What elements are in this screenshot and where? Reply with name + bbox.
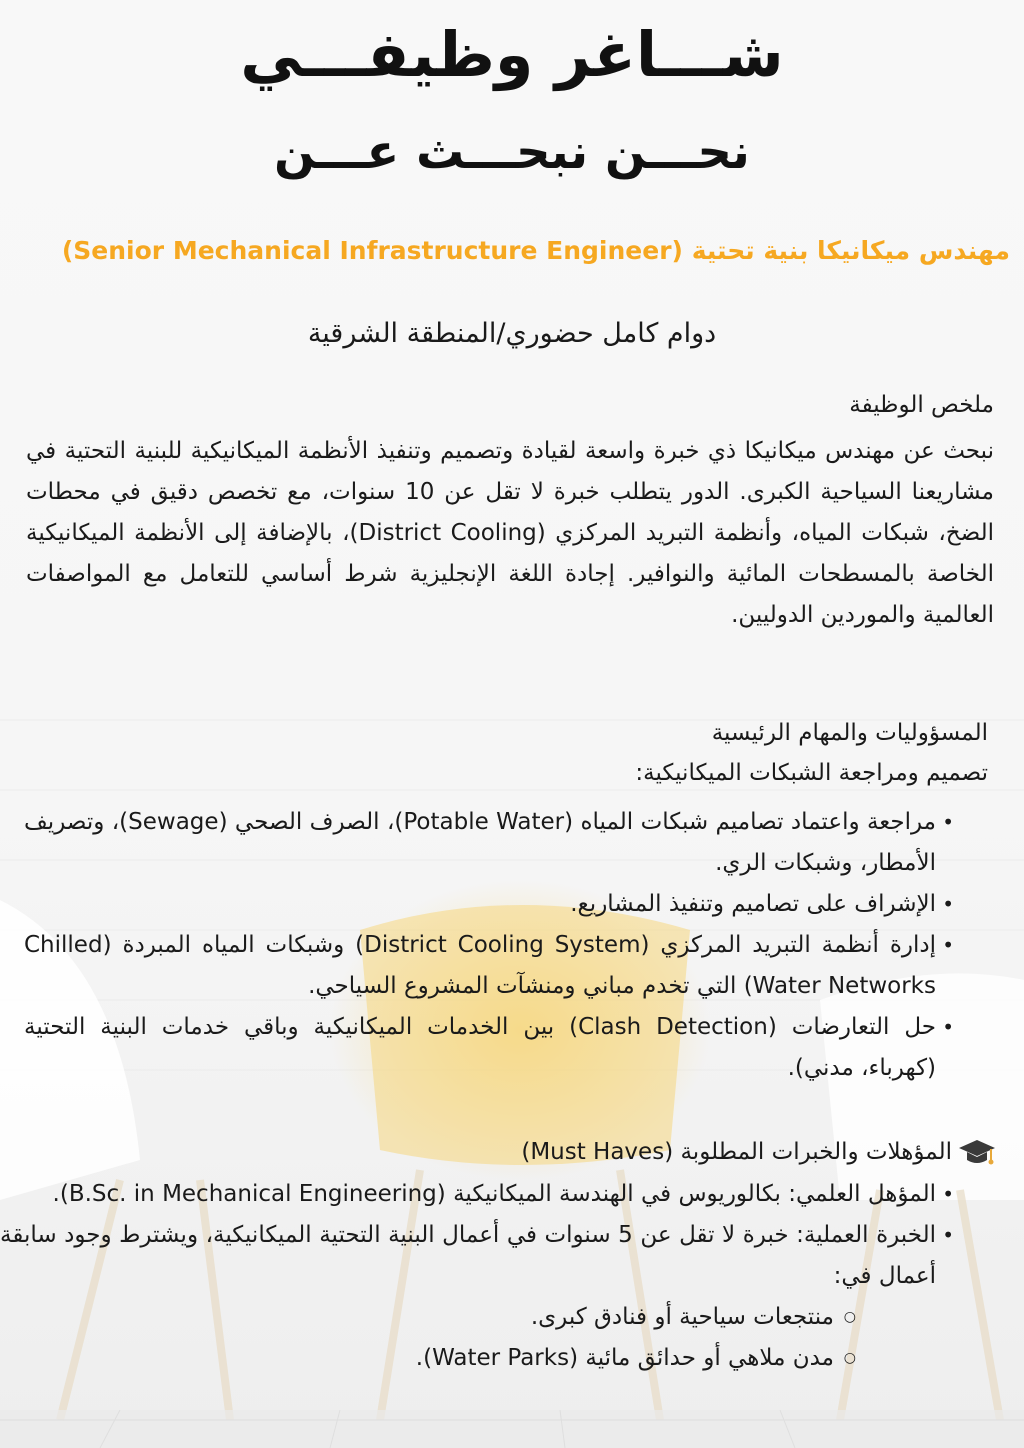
responsibilities-subheading: تصميم ومراجعة الشبكات الميكانيكية: — [635, 760, 988, 786]
list-item: • الإشراف على تصاميم وتنفيذ المشاريع. — [24, 884, 984, 925]
qualifications-heading-text: المؤهلات والخبرات المطلوبة (Must Haves) — [521, 1139, 952, 1165]
responsibilities-list — [24, 802, 984, 1089]
list-item: • الخبرة العملية: خبرة لا تقل عن 5 سنوات في أعمال البنية التحتية الميكانيكية، ويشترط وجود سابقة أعمال في: — [0, 1215, 984, 1297]
headline: شـــاغر وظيفـــي — [240, 18, 784, 91]
list-item: ○ مدن ملاهي أو حدائق مائية (Water Parks). — [0, 1338, 984, 1379]
qualifications-section — [0, 1174, 984, 1379]
graduation-cap-icon — [958, 1134, 996, 1170]
circle-bullet-icon: ○ — [843, 1350, 856, 1366]
qualifications-heading — [521, 1134, 996, 1170]
experience-sub-list — [0, 1297, 984, 1379]
list-item: • إدارة أنظمة التبريد المركزي (District Cooling System) وشبكات المياه المبردة (Chilled Water Networks) التي تخدم مباني ومنشآت المشروع السياحي. — [24, 925, 984, 1007]
bullet-icon: • — [942, 1015, 954, 1039]
responsibilities-heading: المسؤوليات والمهام الرئيسية — [711, 720, 988, 746]
summary-heading: ملخص الوظيفة — [849, 392, 994, 418]
bullet-icon: • — [942, 1223, 954, 1247]
summary-text: نبحث عن مهندس ميكانيكا ذي خبرة واسعة لقيادة وتصميم وتنفيذ الأنظمة الميكانيكية للبنية التحتية في مشاريعنا السياحية الكبرى. الدور يتطلب خبرة لا تقل عن 10 سنوات، مع تخصص دقيق في محطات الضخ، شبكات المياه، وأنظمة التبريد المركزي (District Cooling)، بالإضافة إلى الأنظمة الميكانيكية الخاصة بالمسطحات المائية والنوافير. إجادة اللغة الإنجليزية شرط أساسي للتعامل مع المواصفات العالمية والموردين الدوليين. — [26, 438, 994, 628]
list-item: • مراجعة واعتماد تصاميم شبكات المياه (Potable Water)، الصرف الصحي (Sewage)، وتصريف الأمطار، وشبكات الري. — [24, 802, 984, 884]
circle-bullet-icon: ○ — [843, 1309, 856, 1325]
qualifications-list — [0, 1174, 984, 1297]
subheadline: نحـــن نبحـــث عـــن — [274, 124, 750, 180]
work-type: دوام كامل حضوري/المنطقة الشرقية — [307, 318, 717, 349]
list-item: ○ منتجعات سياحية أو فنادق كبرى. — [0, 1297, 984, 1338]
list-item: • حل التعارضات (Clash Detection) بين الخدمات الميكانيكية وباقي خدمات البنية التحتية (كهرباء، مدني). — [24, 1007, 984, 1089]
bullet-icon: • — [942, 892, 954, 916]
job-title-arabic: مهندس ميكانيكا بنية تحتية — [691, 236, 1010, 265]
list-item: • المؤهل العلمي: بكالوريوس في الهندسة الميكانيكية (B.Sc. in Mechanical Engineering). — [0, 1174, 984, 1215]
bullet-icon: • — [942, 1182, 954, 1206]
bullet-icon: • — [942, 810, 954, 834]
job-title-english: (Senior Mechanical Infrastructure Engineer) — [61, 236, 683, 265]
job-title — [10, 236, 1010, 265]
bullet-icon: • — [942, 933, 954, 957]
